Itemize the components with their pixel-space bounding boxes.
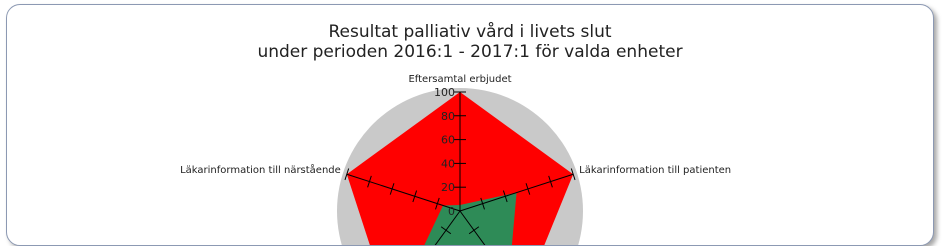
axis-label: Läkarinformation till närstående [180, 165, 341, 177]
chart-panel [6, 4, 934, 246]
radial-tick-label: 0 [448, 205, 455, 218]
radial-tick-label: 100 [434, 86, 455, 99]
radial-tick-label: 20 [441, 181, 455, 195]
axis-label: Läkarinformation till patienten [579, 165, 732, 177]
radar-chart [7, 5, 933, 245]
chart-title: Resultat palliativ vård i livets slut [328, 22, 612, 42]
chart-subtitle: under perioden 2016:1 - 2017:1 för valda enheter [257, 42, 683, 62]
radial-tick-label: 80 [441, 109, 455, 123]
axis-label: Eftersamtal erbjudet [408, 74, 512, 85]
radial-tick-label: 60 [441, 133, 455, 147]
radial-tick-label: 40 [441, 157, 455, 171]
